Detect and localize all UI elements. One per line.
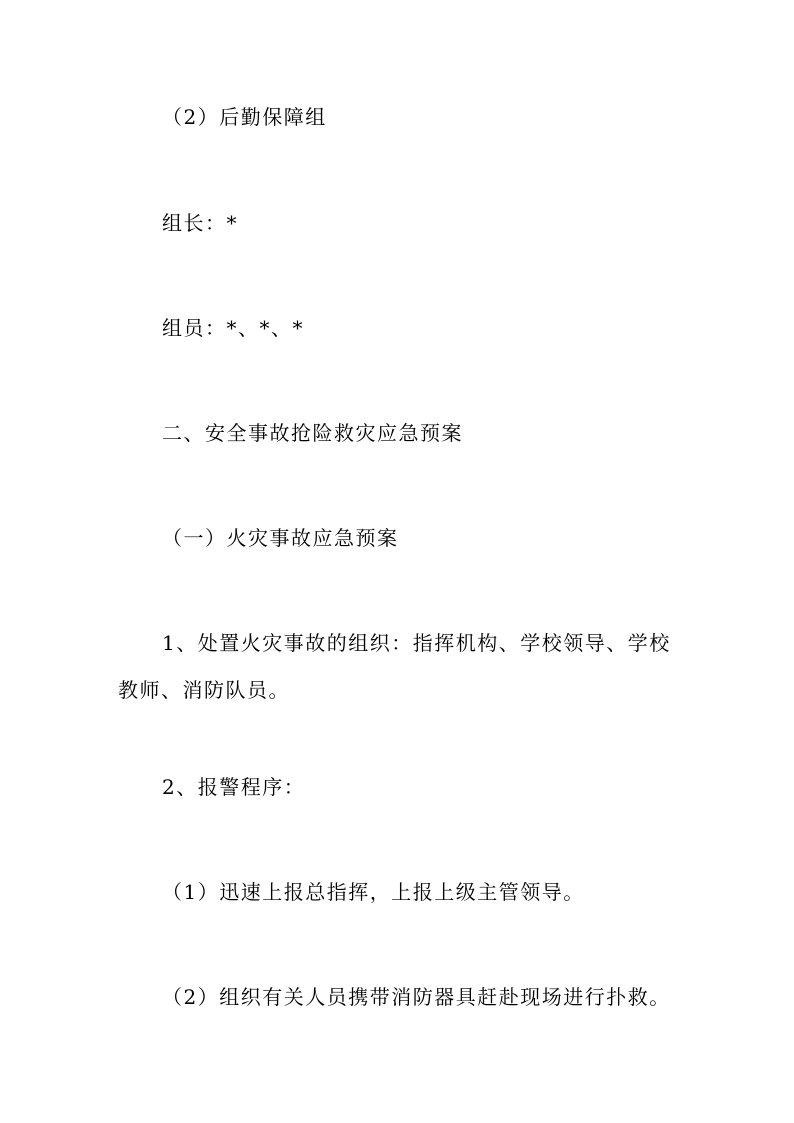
alarm-step-2: （2）组织有关人员携带消防器具赶赴现场进行扑救。 xyxy=(162,985,671,1009)
alarm-procedure-heading: 2、报警程序： xyxy=(162,775,306,799)
subsection-heading-fire-plan: （一）火灾事故应急预案 xyxy=(162,526,399,550)
alarm-step-1: （1）迅速上报总指挥，上报上级主管领导。 xyxy=(162,880,585,904)
section-heading-emergency-plan: 二、安全事故抢险救灾应急预案 xyxy=(162,421,463,445)
group-members-line: 组员：*、*、* xyxy=(162,316,304,340)
fire-organization-paragraph: 1、处置火灾事故的组织：指挥机构、学校领导、学校教师、消防队员。 xyxy=(118,631,671,702)
subsection-heading-logistics-group: （2）后勤保障组 xyxy=(162,105,327,129)
group-leader-line: 组长：* xyxy=(162,211,238,235)
